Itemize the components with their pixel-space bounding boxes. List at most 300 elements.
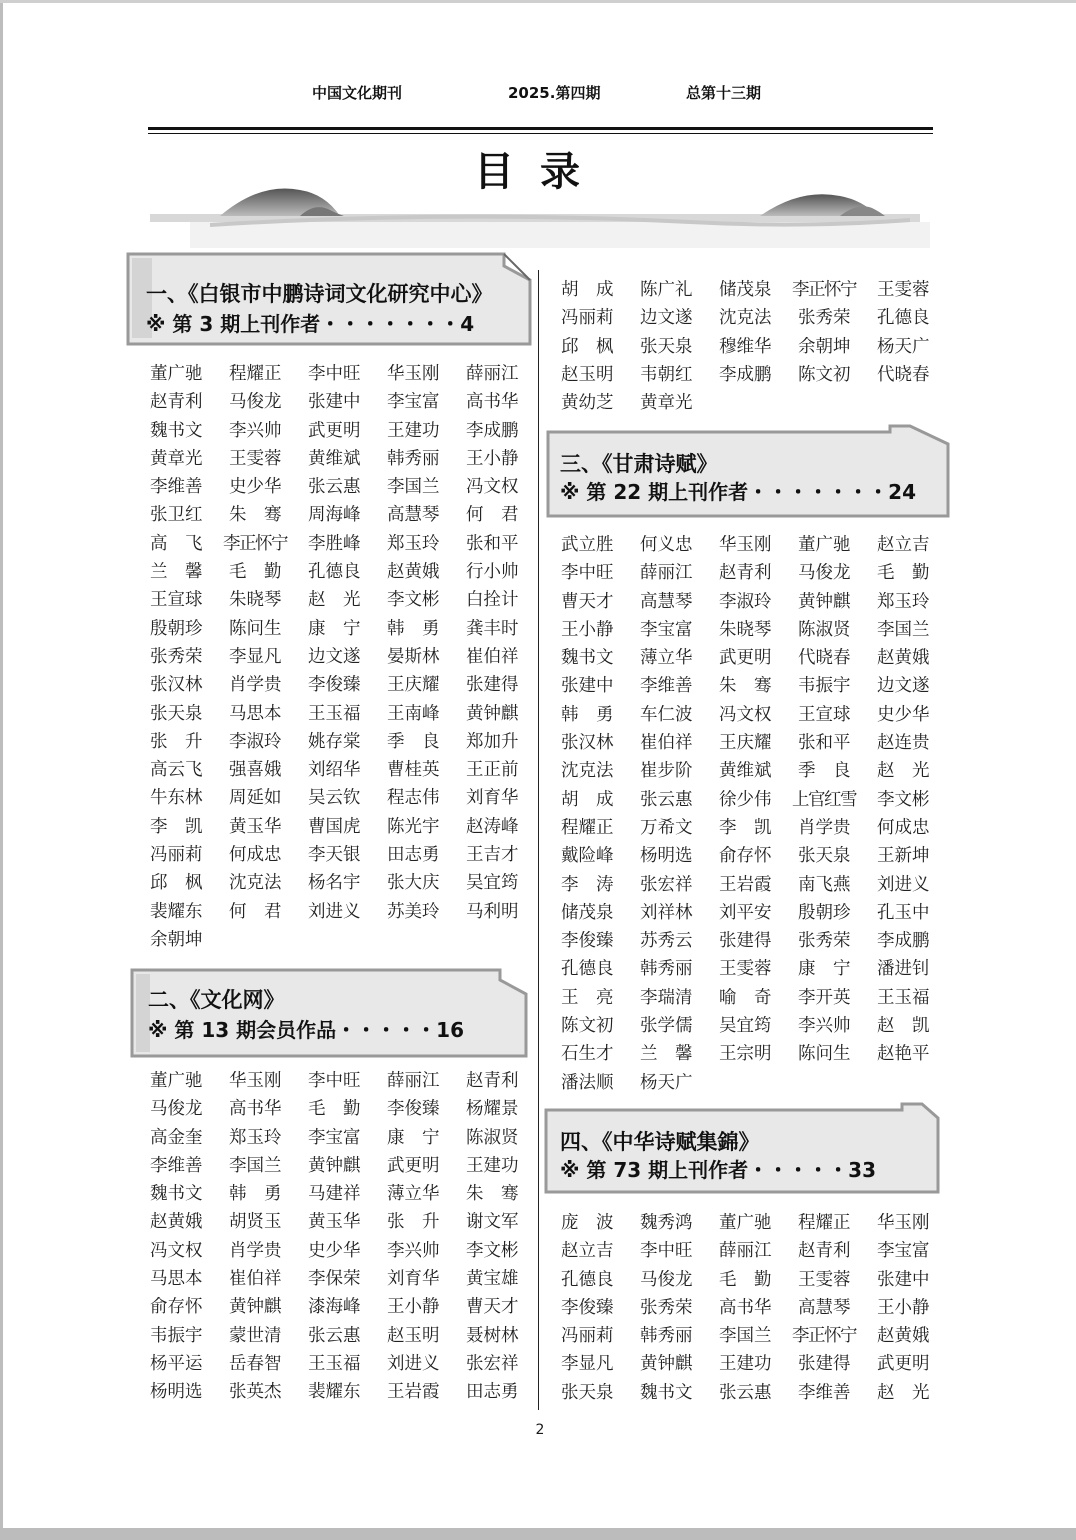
author-name: 陈文初 [561,1016,614,1037]
author-name: 邱 枫 [561,336,614,357]
author-name: 高书华 [719,1297,772,1318]
author-name: 王岩霞 [719,874,772,895]
author-name: 程志伟 [387,788,440,809]
author-name: 赵青利 [466,1071,519,1091]
author-name: 陈问生 [798,1044,851,1065]
author-name: 张汉林 [561,733,614,754]
author-name: 史少华 [877,704,930,725]
author-name: 刘绍华 [308,760,361,781]
author-name: 孔德良 [561,1269,614,1290]
author-name: 张建得 [466,675,519,696]
page-title: 目录 [474,148,606,195]
author-name: 王小静 [387,1297,440,1318]
author-name: 肖学贵 [798,817,851,838]
author-name: 刘育华 [387,1269,440,1290]
author-name: 赵连贵 [877,733,930,754]
author-name: 张秀荣 [640,1297,693,1318]
author-name: 谢文军 [466,1212,519,1233]
author-name: 张和平 [798,733,851,754]
author-name: 何成忠 [229,845,282,866]
author-name: 李文彬 [877,789,930,810]
author-name: 俞存怀 [150,1297,203,1318]
author-name: 董广驰 [798,535,851,555]
author-name: 李显凡 [561,1354,614,1375]
author-name: 李宝富 [877,1241,930,1262]
author-name: 韩 勇 [387,618,440,639]
section-4-heading-box [542,1100,942,1196]
author-name: 李淑玲 [229,731,282,752]
author-name: 车仁波 [640,704,693,725]
author-name: 王宗明 [719,1044,772,1065]
author-name: 万希文 [640,817,693,838]
author-name: 王建功 [466,1155,519,1176]
author-name: 张学儒 [640,1016,693,1037]
author-name: 张宏祥 [466,1353,519,1374]
author-name: 华玉刚 [877,1213,930,1233]
author-name: 赵玉明 [561,364,614,385]
author-name: 白拴计 [466,590,519,611]
author-name: 曹国虎 [308,816,361,837]
author-name: 刘进义 [387,1353,440,1374]
author-name: 俞存怀 [719,846,772,867]
author-name: 李维善 [798,1382,851,1403]
author-name: 李中旺 [561,563,614,584]
author-name: 王玉福 [877,987,930,1008]
author-name: 穆维华 [719,336,772,357]
author-name: 王正前 [466,760,519,781]
author-name: 裴耀东 [308,1382,361,1403]
author-name: 李维善 [150,477,203,498]
author-name: 赵黄娥 [150,1212,203,1233]
author-name: 沈克法 [719,308,772,329]
author-name: 王玉福 [308,703,361,724]
author-name: 马俊龙 [150,1099,203,1120]
author-name: 王小静 [877,1297,930,1318]
author-name: 黄幼芝 [561,393,614,414]
author-name: 张天泉 [798,846,851,867]
author-name: 南飞燕 [798,874,851,895]
author-name: 马俊龙 [640,1269,693,1290]
author-name: 冯丽莉 [561,308,614,329]
author-name: 姚存棠 [308,731,361,752]
author-name: 何义忠 [640,535,693,555]
author-name: 李宝富 [308,1127,361,1148]
author-name: 王雯蓉 [798,1269,851,1290]
author-name: 赵黄娥 [387,562,440,583]
author-name: 李兴帅 [387,1240,440,1261]
journal-name: 中国文化期刊 [312,84,403,102]
author-name: 李 凯 [719,817,772,838]
author-name: 李国兰 [229,1155,282,1176]
author-name: 高 飞 [150,533,203,554]
author-name: 张英杰 [229,1382,282,1403]
author-name: 马建祥 [308,1184,361,1205]
author-name: 李 凯 [150,816,203,837]
author-name: 崔伯祥 [229,1269,282,1290]
author-name: 黄钟麒 [798,591,851,612]
author-name: 王南峰 [387,703,440,724]
author-name: 李俊臻 [387,1099,440,1120]
author-name: 董广驰 [719,1213,772,1233]
author-name: 黄维斌 [308,448,361,469]
section-1-heading-box [124,250,534,348]
author-name: 马俊龙 [229,392,282,413]
author-name: 李保荣 [308,1269,361,1290]
author-name: 上官红雪 [792,789,856,810]
author-name: 朱晓琴 [229,590,282,611]
author-name: 康 宁 [308,618,361,639]
author-name: 冯文权 [466,477,519,498]
author-name: 牛东林 [150,788,203,809]
author-name: 赵艳平 [877,1044,930,1065]
author-name: 李国兰 [387,477,440,498]
author-name: 张天泉 [561,1382,614,1403]
author-name: 刘进义 [877,874,930,895]
author-name: 冯文权 [150,1240,203,1261]
author-name: 张秀荣 [798,931,851,952]
author-name: 王建功 [719,1354,772,1375]
author-name: 郑玉玲 [229,1127,282,1148]
author-name: 黄玉华 [229,816,282,837]
author-name: 曹天才 [561,591,614,612]
author-name: 毛 勤 [229,562,282,583]
author-name: 龚丰时 [466,618,519,639]
section-4-subtitle: ※ 第 73 期上刊作者・・・・・33 [560,1158,876,1182]
author-name: 殷朝珍 [150,618,203,639]
author-name: 黄章光 [150,448,203,469]
author-name: 程耀正 [561,817,614,838]
author-name: 张大庆 [387,873,440,894]
author-name: 毛 勤 [308,1099,361,1120]
author-name: 赵玉明 [387,1325,440,1346]
author-name: 何 君 [229,901,282,922]
author-name: 李成鹏 [877,931,930,952]
author-name: 代晓春 [877,364,930,385]
author-name: 高慧琴 [798,1297,851,1318]
author-name: 高书华 [229,1099,282,1120]
author-name: 苏美玲 [387,901,440,922]
author-name: 程耀正 [798,1213,851,1233]
author-name: 裴耀东 [150,901,203,922]
author-name: 崔伯祥 [640,733,693,754]
author-name: 魏书文 [150,420,203,441]
author-name: 郑加升 [466,731,519,752]
author-name: 李兴帅 [229,420,282,441]
author-name: 李中旺 [308,1071,361,1091]
author-name: 赵 凯 [877,1016,930,1037]
author-name: 黄钟麒 [229,1297,282,1318]
section-2-subtitle: ※ 第 13 期会员作品・・・・・16 [148,1018,464,1042]
author-name: 李俊臻 [561,931,614,952]
author-name: 张云惠 [308,1325,361,1346]
author-name: 张天泉 [150,703,203,724]
author-name: 李成鹏 [466,420,519,441]
author-name: 吴宜筠 [719,1016,772,1037]
author-name: 李显凡 [229,646,282,667]
author-name: 胡贤玉 [229,1212,282,1233]
author-name: 薛丽江 [466,364,519,384]
author-name: 庞 波 [561,1213,614,1233]
author-name: 岳春智 [229,1353,282,1374]
author-name: 王小静 [466,448,519,469]
author-name: 高书华 [466,392,519,413]
author-name: 华玉刚 [229,1071,282,1091]
author-name: 李文彬 [387,590,440,611]
author-name: 王玉福 [308,1353,361,1374]
author-name: 李淑玲 [719,591,772,612]
author-name: 魏书文 [561,648,614,669]
author-name: 李成鹏 [719,364,772,385]
author-name: 张建得 [798,1354,851,1375]
author-name: 王雯蓉 [719,959,772,980]
author-name: 殷朝珍 [798,902,851,923]
author-name: 高云飞 [150,760,203,781]
author-name: 王新坤 [877,846,930,867]
author-name: 肖学贵 [229,1240,282,1261]
author-name: 朱 骞 [719,676,772,697]
author-name: 武更明 [877,1354,930,1375]
author-name: 程耀正 [229,364,282,384]
author-name: 何 君 [466,505,519,526]
author-name: 李正怀宁 [223,533,287,554]
author-name: 张建中 [877,1269,930,1290]
author-name: 郑玉玲 [387,533,440,554]
author-name: 李国兰 [877,619,930,640]
author-name: 陈淑贤 [466,1127,519,1148]
section-2-continued-author-list [561,276,956,417]
author-name: 薛丽江 [387,1071,440,1091]
author-name: 赵黄娥 [877,648,930,669]
page-edge-bottom [0,1528,1076,1540]
author-name: 沈克法 [229,873,282,894]
author-name: 潘进钊 [877,959,930,980]
author-name: 张 升 [150,731,203,752]
author-name: 朱 骞 [229,505,282,526]
author-name: 李文彬 [466,1240,519,1261]
author-name: 李国兰 [719,1326,772,1347]
author-name: 韦振宇 [150,1325,203,1346]
author-name: 孔德良 [308,562,361,583]
author-name: 陈文初 [798,364,851,385]
author-name: 赵青利 [719,563,772,584]
author-name: 陈问生 [229,618,282,639]
author-name: 毛 勤 [719,1269,772,1290]
author-name: 华玉刚 [387,364,440,384]
section-3-title: 三、《甘肃诗赋》 [560,452,718,476]
author-name: 薛丽江 [640,563,693,584]
author-name: 杨明选 [150,1382,203,1403]
author-name: 黄玉华 [308,1212,361,1233]
author-name: 陈光宇 [387,816,440,837]
author-name: 吴宜筠 [466,873,519,894]
author-name: 黄章光 [640,393,693,414]
author-name: 朱 骞 [466,1184,519,1205]
section-2-title: 二、《文化网》 [148,988,285,1012]
author-name: 赵立吉 [561,1241,614,1262]
page-edge-left [0,0,3,1540]
author-name: 王 亮 [561,987,614,1008]
author-name: 王雯蓉 [877,280,930,300]
author-name: 韩秀丽 [640,1326,693,1347]
author-name: 孔德良 [561,959,614,980]
page-number: 2 [535,1422,545,1438]
author-name: 孔玉中 [877,902,930,923]
author-name: 张建中 [308,392,361,413]
author-name: 刘平安 [719,902,772,923]
author-name: 马俊龙 [798,563,851,584]
author-name: 薛丽江 [719,1241,772,1262]
author-name: 韦朝红 [640,364,693,385]
author-name: 王宣球 [150,590,203,611]
author-name: 张秀荣 [798,308,851,329]
author-name: 邱 枫 [150,873,203,894]
author-name: 杨明选 [640,846,693,867]
author-name: 张秀荣 [150,646,203,667]
author-name: 杨耀景 [466,1099,519,1120]
section-4-author-list [561,1209,956,1407]
author-name: 刘育华 [466,788,519,809]
author-name: 赵青利 [798,1241,851,1262]
section-2-heading-box [128,966,530,1060]
section-4-title: 四、《中华诗赋集錦》 [560,1130,760,1154]
author-name: 田志勇 [466,1382,519,1403]
author-name: 储茂泉 [719,280,772,300]
author-name: 韩 勇 [229,1184,282,1205]
author-name: 王小静 [561,619,614,640]
author-name: 李正怀宁 [792,280,856,300]
author-name: 周延如 [229,788,282,809]
author-name: 张建得 [719,931,772,952]
author-name: 胡 成 [561,280,614,300]
author-name: 张云惠 [308,477,361,498]
author-name: 毛 勤 [877,563,930,584]
author-name: 董广驰 [150,364,203,384]
author-name: 徐少伟 [719,789,772,810]
section-1-title: 一、《白银市中鹏诗词文化研究中心》 [146,282,493,306]
author-name: 季 良 [387,731,440,752]
author-name: 兰 馨 [640,1044,693,1065]
author-name: 孔德良 [877,308,930,329]
author-name: 李中旺 [640,1241,693,1262]
author-name: 赵青利 [150,392,203,413]
author-name: 张建中 [561,676,614,697]
author-name: 马利明 [466,901,519,922]
author-name: 喻 奇 [719,987,772,1008]
author-name: 史少华 [308,1240,361,1261]
author-name: 魏秀鸿 [640,1213,693,1233]
section-2-author-list [150,1067,545,1407]
author-name: 董广驰 [150,1071,203,1091]
author-name: 高金奎 [150,1127,203,1148]
author-name: 陈淑贤 [798,619,851,640]
author-name: 高慧琴 [387,505,440,526]
author-name: 胡 成 [561,789,614,810]
author-name: 陈广礼 [640,280,693,300]
author-name: 李天银 [308,845,361,866]
section-1-author-list [150,360,545,954]
author-name: 史少华 [229,477,282,498]
author-name: 王庆耀 [387,675,440,696]
author-name: 康 宁 [798,959,851,980]
author-name: 张云惠 [719,1382,772,1403]
author-name: 杨天广 [877,336,930,357]
author-name: 崔步阶 [640,761,693,782]
author-name: 杨平运 [150,1353,203,1374]
author-name: 代晓春 [798,648,851,669]
section-3-author-list [561,531,956,1097]
author-name: 赵 光 [308,590,361,611]
author-name: 韩 勇 [561,704,614,725]
author-name: 肖学贵 [229,675,282,696]
author-name: 苏秀云 [640,931,693,952]
author-name: 边文遂 [877,676,930,697]
section-1-subtitle: ※ 第 3 期上刊作者・・・・・・・4 [146,312,475,336]
author-name: 边文遂 [640,308,693,329]
author-name: 韩秀丽 [640,959,693,980]
author-name: 武更明 [308,420,361,441]
author-name: 何成忠 [877,817,930,838]
author-name: 李俊臻 [561,1297,614,1318]
author-name: 戴险峰 [561,846,614,867]
author-name: 张天泉 [640,336,693,357]
author-name: 武更明 [719,648,772,669]
author-name: 马思本 [229,703,282,724]
author-name: 武立胜 [561,535,614,555]
author-name: 韩秀丽 [387,448,440,469]
author-name: 张云惠 [640,789,693,810]
author-name: 李俊臻 [308,675,361,696]
author-name: 张卫红 [150,505,203,526]
author-name: 李维善 [640,676,693,697]
author-name: 李兴帅 [798,1016,851,1037]
author-name: 潘法顺 [561,1072,614,1093]
issue-label: 2025.第四期 [508,84,601,102]
author-name: 兰 馨 [150,562,203,583]
author-name: 张宏祥 [640,874,693,895]
author-name: 薄立华 [640,648,693,669]
author-name: 张汉林 [150,675,203,696]
author-name: 强喜娥 [229,760,282,781]
author-name: 李胜峰 [308,533,361,554]
author-name: 张 升 [387,1212,440,1233]
author-name: 崔伯祥 [466,646,519,667]
author-name: 晏斯林 [387,646,440,667]
author-name: 赵 光 [877,761,930,782]
author-name: 华玉刚 [719,535,772,555]
author-name: 李维善 [150,1155,203,1176]
author-name: 冯丽莉 [561,1326,614,1347]
section-3-heading-box [544,422,952,520]
author-name: 聂树林 [466,1325,519,1346]
author-name: 杨天广 [640,1072,693,1093]
author-name: 曹桂英 [387,760,440,781]
author-name: 康 宁 [387,1127,440,1148]
author-name: 魏书文 [150,1184,203,1205]
author-name: 冯丽莉 [150,845,203,866]
author-name: 冯文权 [719,704,772,725]
author-name: 王雯蓉 [229,448,282,469]
author-name: 赵立吉 [877,535,930,555]
author-name: 郑玉玲 [877,591,930,612]
author-name: 边文遂 [308,646,361,667]
author-name: 李开英 [798,987,851,1008]
author-name: 黄宝雄 [466,1269,519,1290]
author-name: 赵 光 [877,1382,930,1403]
author-name: 王宣球 [798,704,851,725]
author-name: 周海峰 [308,505,361,526]
author-name: 李宝富 [640,619,693,640]
author-name: 余朝坤 [798,336,851,357]
